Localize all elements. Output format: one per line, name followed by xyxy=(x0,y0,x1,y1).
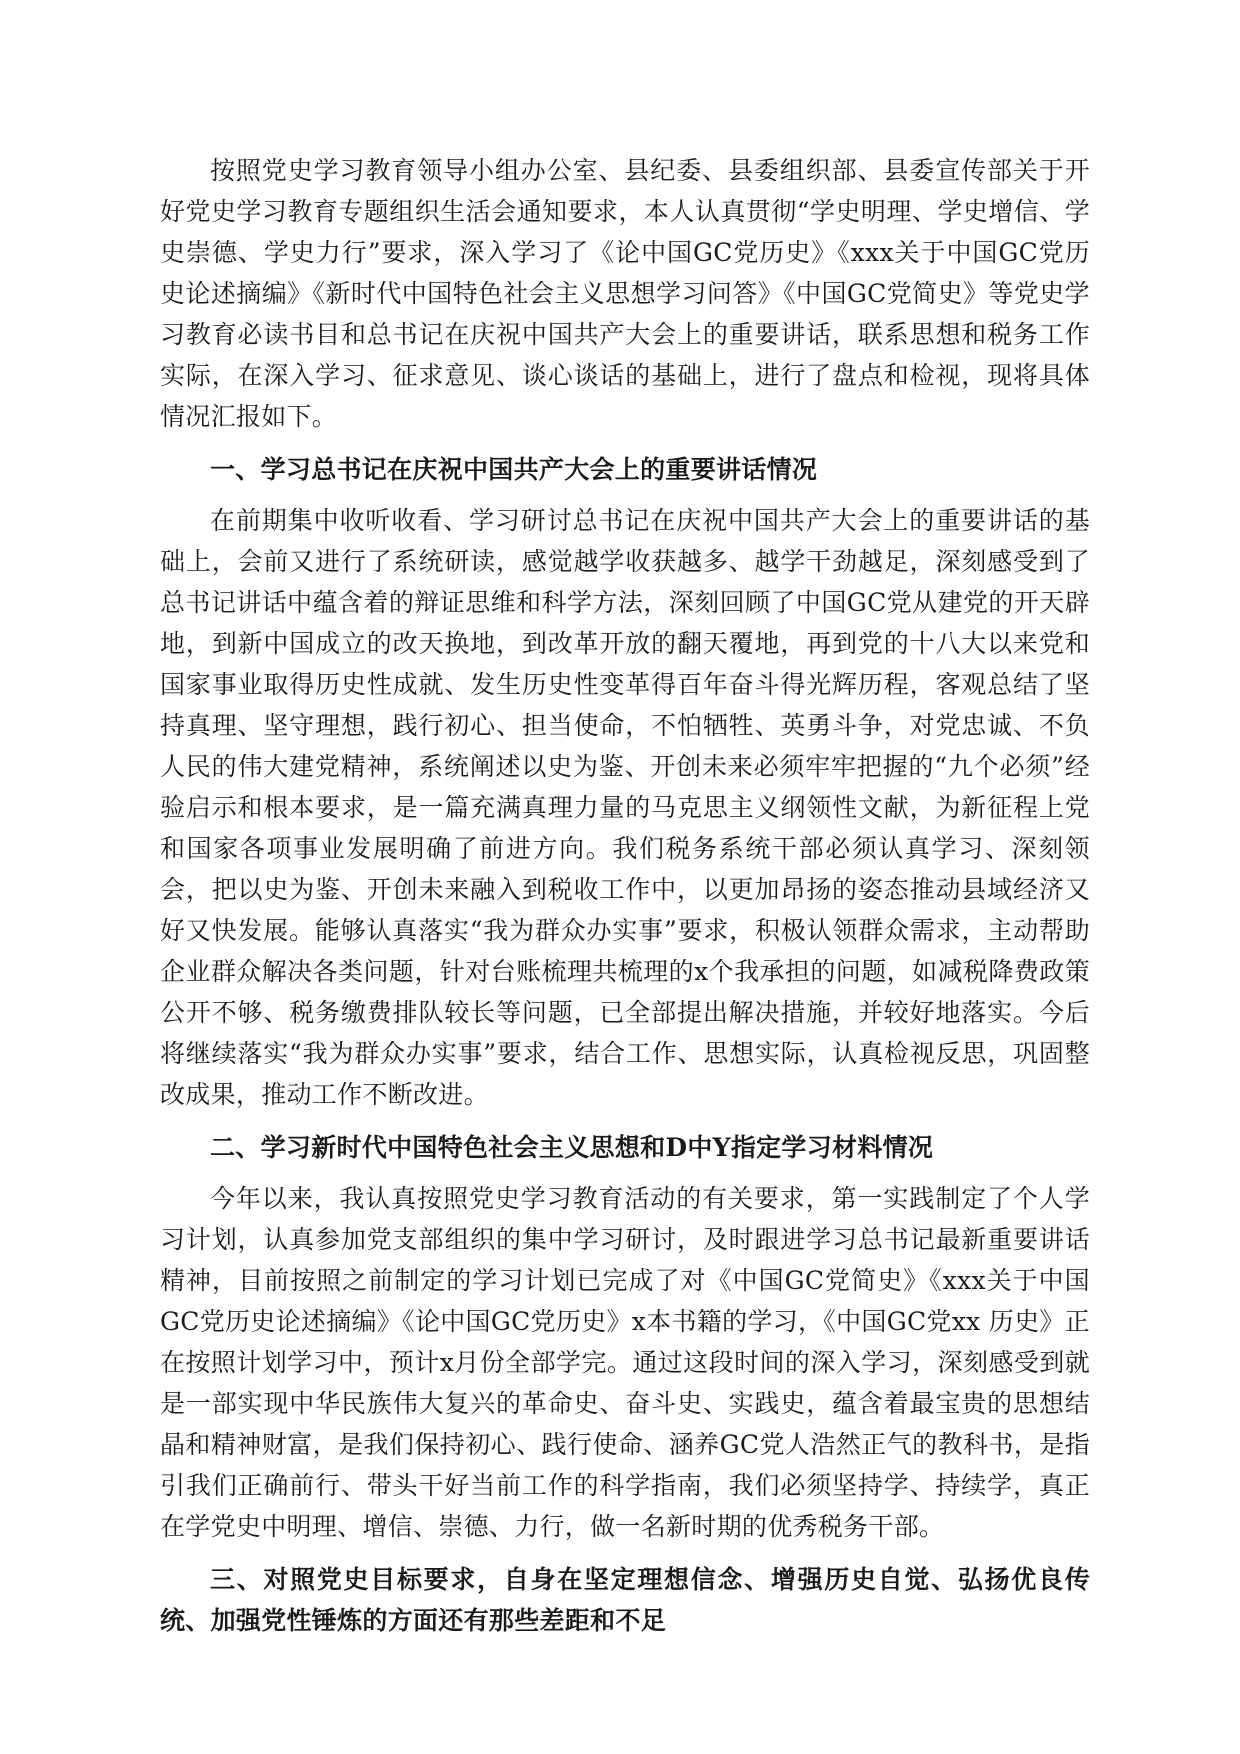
section-1-body: 在前期集中收听收看、学习研讨总书记在庆祝中国共产大会上的重要讲话的基础上，会前又进行了系统研读，感觉越学收获越多、越学干劲越足，深刻感受到了总书记讲话中蕴含着的辩证思维和科学方法，深刻回顾了中国GC党从建党的开天辟地，到新中国成立的改天换地，到改革开放的翻天覆地，再到党的十八大以来党和国家事业取得历史性成就、发生历史性变革得百年奋斗得光辉历程，客观总结了坚持真理、坚守理想，践行初心、担当使命，不怕牺牲、英勇斗争，对党忠诚、不负人民的伟大建党精神，系统阐述以史为鉴、开创未来必须牢牢把握的“九个必须”经验启示和根本要求，是一篇充满真理力量的马克思主义纲领性文献，为新征程上党和国家各项事业发展明确了前进方向。我们税务系统干部必须认真学习、深刻领会，把以史为鉴、开创未来融入到税收工作中，以更加昂扬的姿态推动县域经济又好又快发展。能够认真落实“我为群众办实事”要求，积极认领群众需求，主动帮助企业群众解决各类问题，针对台账梳理共梳理的x个我承担的问题，如减税降费政策公开不够、税务缴费排队较长等问题，已全部提出解决措施，并较好地落实。今后将继续落实“我为群众办实事”要求，结合工作、思想实际，认真检视反思，巩固整改成果，推动工作不断改进。 xyxy=(160,506,1090,1109)
section-3-heading: 三、对照党史目标要求，自身在坚定理想信念、增强历史自觉、弘扬优良传统、加强党性锤炼的方面还有那些差距和不足 xyxy=(160,1565,1090,1635)
intro-paragraph: 按照党史学习教育领导小组办公室、县纪委、县委组织部、县委宣传部关于开好党史学习教育专题组织生活会通知要求，本人认真贯彻“学史明理、学史增信、学史崇德、学史力行”要求，深入学习了《论中国GC党历史》《xxx关于中国GC党历史论述摘编》《新时代中国特色社会主义思想学习问答》《中国GC党简史》等党史学习教育必读书目和总书记在庆祝中国共产大会上的重要讲话，联系思想和税务工作实际，在深入学习、征求意见、谈心谈话的基础上，进行了盘点和检视，现将具体情况汇报如下。 xyxy=(160,156,1090,431)
section-2-body: 今年以来，我认真按照党史学习教育活动的有关要求，第一实践制定了个人学习计划，认真参加党支部组织的集中学习研讨，及时跟进学习总书记最新重要讲话精神，目前按照之前制定的学习计划已完成了对《中国GC党简史》《xxx关于中国GC党历史论述摘编》《论中国GC党历史》x本书籍的学习，《中国GC党xx 历史》正在按照计划学习中，预计x月份全部学完。通过这段时间的深入学习，深刻感受到就是一部实现中华民族伟大复兴的革命史、奋斗史、实践史，蕴含着最宝贵的思想结晶和精神财富，是我们保持初心、践行使命、涵养GC党人浩然正气的教科书，是指引我们正确前行、带头干好当前工作的科学指南，我们必须坚持学、持续学，真正在学党史中明理、增信、崇德、力行，做一名新时期的优秀税务干部。 xyxy=(160,1184,1090,1541)
document-page xyxy=(160,150,1090,1651)
section-2-heading: 二、学习新时代中国特色社会主义思想和D中Y指定学习材料情况 xyxy=(210,1133,934,1162)
section-1-heading: 一、学习总书记在庆祝中国共产大会上的重要讲话情况 xyxy=(210,455,818,484)
